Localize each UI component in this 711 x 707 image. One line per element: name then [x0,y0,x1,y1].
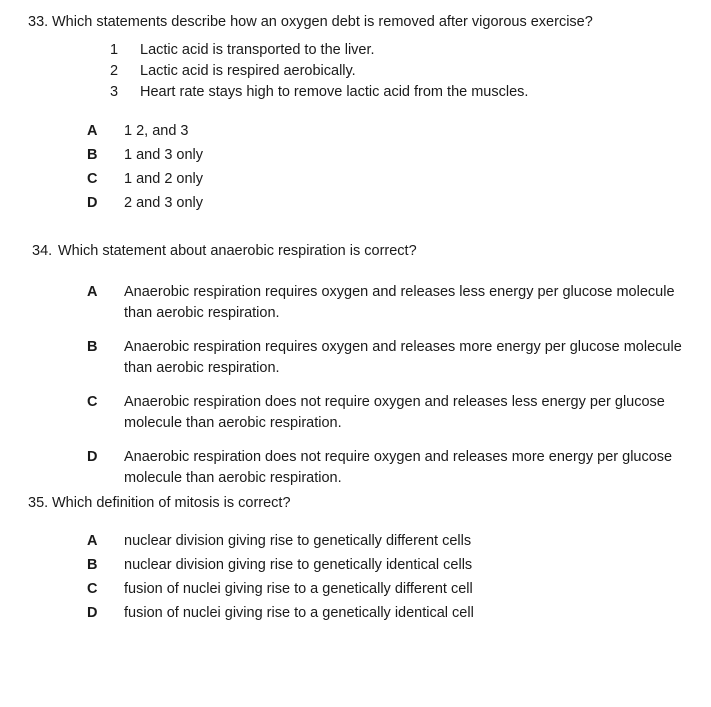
question-33-stem-text: Which statements describe how an oxygen debt is removed after vigorous exercise? [52,14,593,30]
option-text-line-2: molecule than aerobic respiration. [124,415,342,431]
option-letter: C [87,581,98,597]
statement-number: 1 [110,42,119,58]
option-text-line-2: than aerobic respiration. [124,360,280,376]
question-34-stem-text: Which statement about anaerobic respiration is correct? [58,243,417,259]
option-text: 2 and 3 only [124,195,204,211]
question-34-number: 34. [32,243,53,259]
statement-number: 3 [110,84,119,100]
option-text: 1 and 2 only [124,171,204,187]
statement-number: 2 [110,63,119,79]
option-text-line-1: Anaerobic respiration does not require oxygen and releases less energy per glucose [124,394,665,410]
option-text: 1 2, and 3 [124,123,189,139]
option-text-line-2: than aerobic respiration. [124,305,280,321]
statement-item [0,61,711,82]
option-text-line-1: Anaerobic respiration requires oxygen and releases less energy per glucose molecule [124,284,675,300]
option-letter: D [87,195,98,211]
option-text [124,337,711,379]
option-34-b[interactable] [0,337,711,379]
option-letter: C [87,171,98,187]
option-33-a[interactable] [0,119,711,143]
option-text: fusion of nuclei giving rise to a genetically different cell [124,581,473,597]
option-letter: A [87,123,98,139]
option-35-b[interactable] [0,553,711,577]
option-letter: B [87,339,98,355]
option-text: fusion of nuclei giving rise to a genetically identical cell [124,605,474,621]
question-33-options [0,119,711,215]
option-text-line-1: Anaerobic respiration requires oxygen and releases more energy per glucose molecule [124,339,682,355]
option-34-a[interactable] [0,282,711,324]
option-text: nuclear division giving rise to genetically different cells [124,533,472,549]
statement-text: Lactic acid is transported to the liver. [140,42,375,58]
option-letter: D [87,449,98,465]
question-35-stem-text: Which definition of mitosis is correct? [52,495,291,511]
option-34-d[interactable] [0,447,711,489]
option-letter: C [87,394,98,410]
option-letter: D [87,605,98,621]
option-letter: B [87,557,98,573]
option-text-line-2: molecule than aerobic respiration. [124,470,342,486]
option-text [124,282,711,324]
question-34-options [0,282,711,489]
option-text: 1 and 3 only [124,147,204,163]
option-text [124,392,711,434]
question-34 [0,243,711,502]
option-letter: A [87,284,98,300]
option-33-c[interactable] [0,167,711,191]
statement-text: Heart rate stays high to remove lactic acid from the muscles. [140,84,529,100]
option-35-d[interactable] [0,601,711,625]
question-34-stem [0,243,711,260]
option-35-a[interactable] [0,529,711,553]
statement-item [0,82,711,103]
question-33-stem [0,14,711,31]
question-33-number: 33. [28,14,49,30]
question-33 [0,14,711,215]
question-33-statement-list [0,40,711,103]
option-35-c[interactable] [0,577,711,601]
statement-item [0,40,711,61]
option-text-line-1: Anaerobic respiration does not require oxygen and releases more energy per glucose [124,449,673,465]
option-text: nuclear division giving rise to genetically identical cells [124,557,473,573]
question-35-stem [0,495,711,512]
question-35 [0,495,711,625]
option-letter: B [87,147,98,163]
option-33-b[interactable] [0,143,711,167]
question-35-number: 35. [28,495,49,511]
option-letter: A [87,533,98,549]
statement-text: Lactic acid is respired aerobically. [140,63,356,79]
option-34-c[interactable] [0,392,711,434]
question-35-options [0,529,711,625]
option-33-d[interactable] [0,191,711,215]
option-text [124,447,711,489]
